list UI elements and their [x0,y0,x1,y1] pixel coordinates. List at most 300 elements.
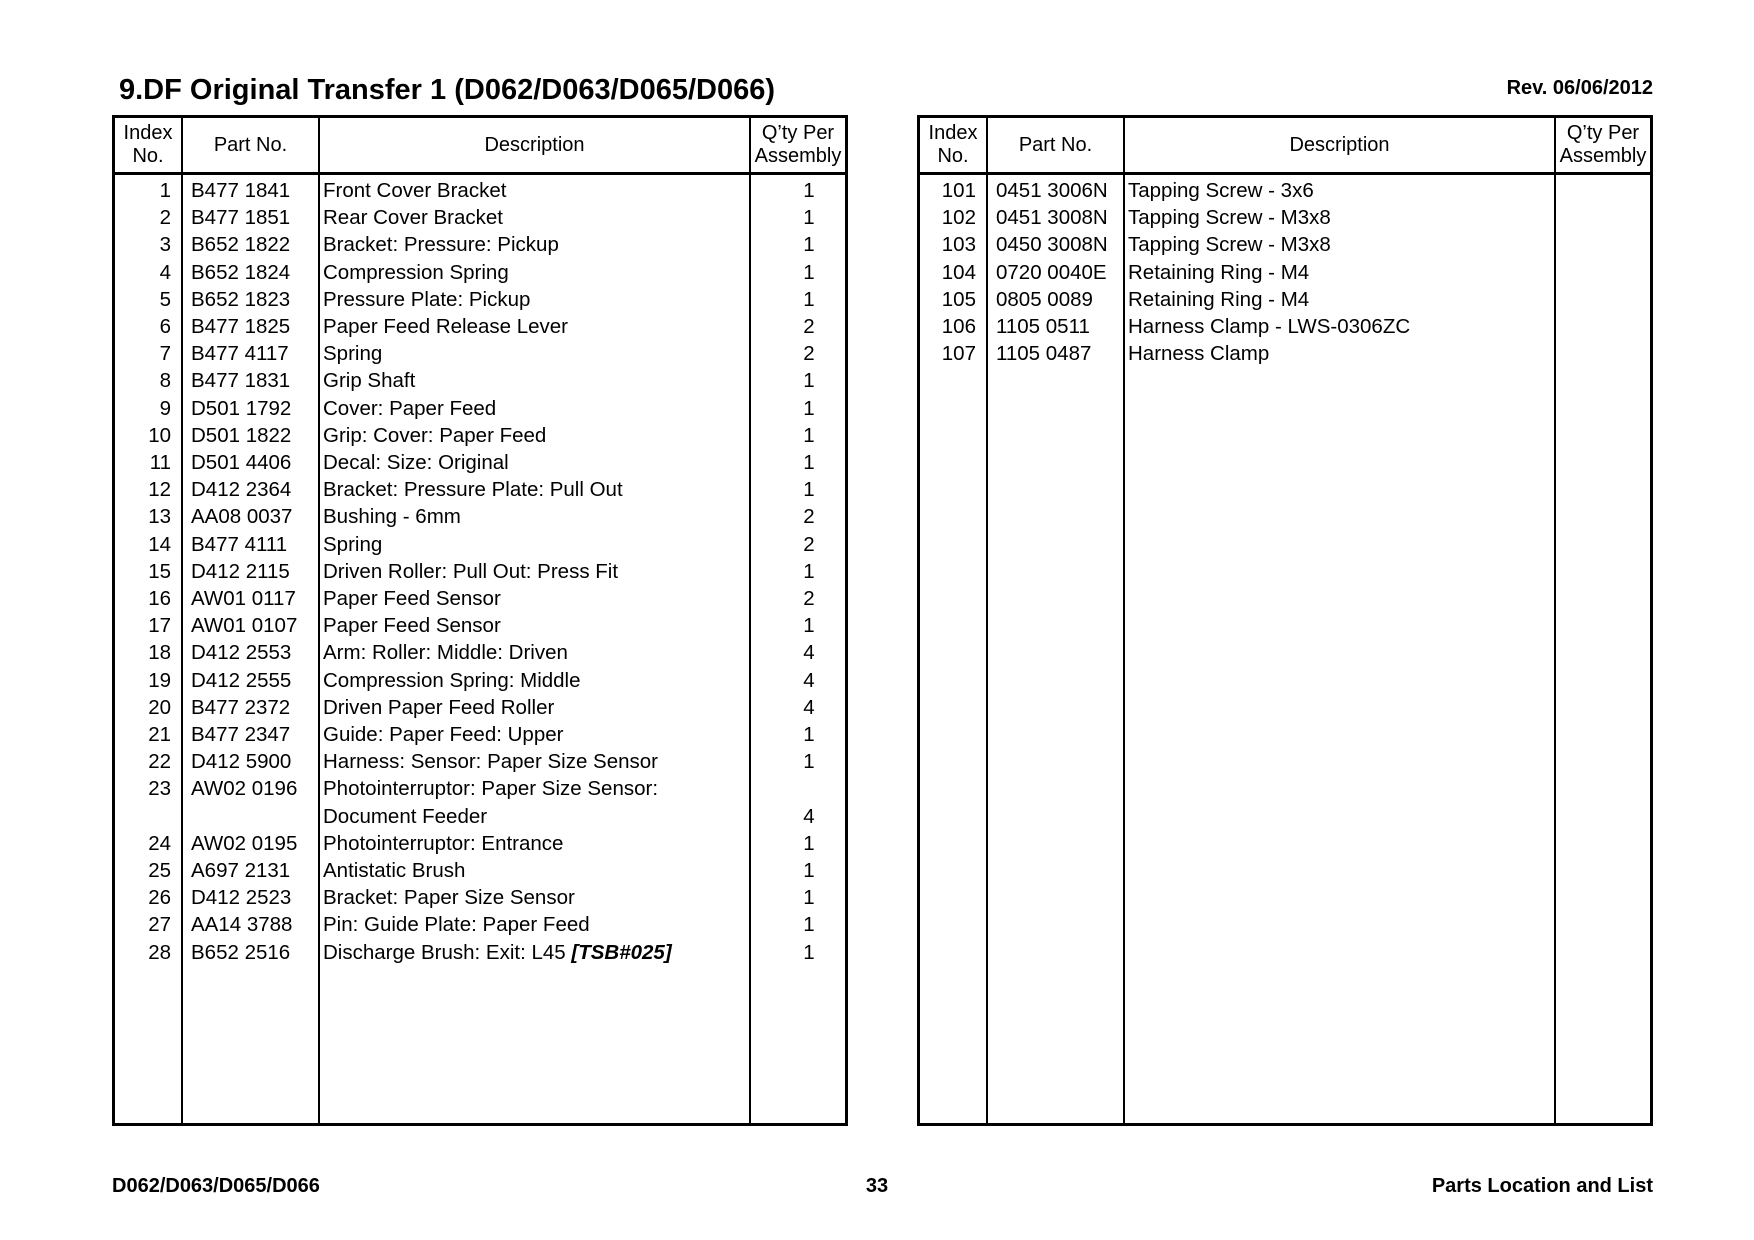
table-row [920,204,1650,231]
part-no-cell [191,177,321,204]
qty-cell-text: 2 [803,505,815,529]
index-cell [115,259,171,286]
description-cell [323,939,753,966]
table-row [115,558,845,585]
description-cell-text: Pressure Plate: Pickup [323,287,531,311]
part-no-cell [191,830,321,857]
qty-cell [755,177,863,204]
description-cell-text: Paper Feed Sensor [323,587,501,610]
description-cell [323,531,753,558]
qty-cell [755,204,863,231]
part-no-cell [191,775,321,802]
qty-cell-text: 1 [803,287,815,311]
index-cell-text: 102 [941,206,976,230]
description-cell [323,612,753,639]
description-cell [1128,259,1558,286]
part-no-cell [191,395,321,422]
index-cell-text: 9 [159,396,171,420]
qty-cell [755,721,863,748]
qty-cell-text: 2 [803,587,815,610]
index-cell-text: 17 [148,614,171,638]
index-cell [920,313,976,340]
table-row [115,612,845,639]
qty-cell [755,367,863,394]
part-no-cell-text: D501 1822 [191,423,292,447]
qty-cell-text: 1 [803,940,815,964]
part-no-cell-text: D412 2553 [191,641,292,665]
qty-cell-text: 2 [803,532,815,556]
index-cell-text: 23 [148,777,171,801]
qty-cell [755,531,863,558]
index-cell [115,286,171,313]
part-no-cell [191,585,321,612]
table-row [115,231,845,258]
qty-cell [755,476,863,503]
description-cell-text: Decal: Size: Original [323,451,509,474]
part-no-cell-text: AW02 0196 [191,777,298,801]
part-no-cell [191,884,321,911]
description-cell-text: Bracket: Paper Size Sensor [323,886,575,910]
description-cell-text: Pin: Guide Plate: Paper Feed [323,913,590,937]
table-row [920,286,1650,313]
index-cell [115,667,171,694]
part-no-cell [191,259,321,286]
index-cell-text: 12 [148,478,171,502]
part-no-cell-text: B652 1824 [191,260,291,284]
part-no-cell-text: 0450 3008N [996,233,1108,257]
index-cell-text: 13 [148,505,171,529]
qty-cell [755,558,863,585]
part-no-cell [191,748,321,775]
index-cell [115,367,171,394]
description-cell [1128,177,1558,204]
qty-cell-text: 1 [803,559,815,583]
header-part-no: Part No. [213,133,288,156]
footer-page-number: 33 [865,1175,889,1197]
qty-cell [755,313,863,340]
index-cell-text: 20 [148,695,171,719]
table-row [115,531,845,558]
table-row [920,313,1650,340]
index-cell-text: 11 [149,451,171,474]
index-cell [115,612,171,639]
qty-cell [755,939,863,966]
index-cell-text: 4 [159,260,171,284]
qty-cell [755,748,863,775]
index-cell-text: 101 [941,179,976,202]
table-header [920,118,1650,175]
description-cell-text: Antistatic Brush [323,859,466,882]
qty-cell-text: 2 [803,315,815,338]
part-no-cell [996,231,1126,258]
table-row [115,313,845,340]
index-cell [115,721,171,748]
qty-cell-text: 1 [803,723,815,746]
index-cell [115,939,171,966]
description-cell-text: Compression Spring: Middle [323,668,581,692]
index-cell-text: 104 [941,260,976,284]
header-description: Description [1289,133,1390,156]
header-index: Index No. [928,122,978,167]
index-cell [115,313,171,340]
index-cell-text: 103 [941,233,976,257]
part-no-cell [191,204,321,231]
index-cell [115,884,171,911]
description-cell-text: Retaining Ring - M4 [1128,287,1310,311]
description-cell-text: Cover: Paper Feed [323,396,497,420]
part-no-cell-text: AW01 0107 [191,614,298,638]
header-qty: Q’ty Per Assembly [754,122,842,167]
index-cell-text: 107 [941,342,976,366]
description-cell [323,558,753,585]
part-no-cell [191,286,321,313]
table-body [920,175,1650,1123]
index-cell-text: 24 [148,831,171,855]
description-cell [323,667,753,694]
description-cell-text: Driven Roller: Pull Out: Press Fit [323,559,619,583]
description-cell-text: Spring [323,342,383,366]
index-cell-text: 105 [941,287,976,311]
index-cell [920,286,976,313]
description-cell [323,231,753,258]
table-row [115,204,845,231]
part-no-cell [191,939,321,966]
qty-cell [755,667,863,694]
description-cell [323,422,753,449]
index-cell-text: 27 [148,913,171,937]
description-cell-text: Document Feeder [323,804,488,828]
description-cell [323,259,753,286]
index-cell-text: 10 [148,423,171,447]
qty-cell-text: 1 [803,886,815,910]
qty-cell [755,803,863,830]
part-no-cell [996,340,1126,367]
qty-cell-text: 1 [803,614,815,638]
qty-cell [755,612,863,639]
description-cell [323,340,753,367]
table-row [115,939,845,966]
qty-cell-text: 1 [803,233,815,257]
part-no-cell-text: B477 1831 [191,369,291,393]
description-cell [323,639,753,666]
qty-cell [755,395,863,422]
description-cell-text: Rear Cover Bracket [323,206,504,230]
index-cell-text: 18 [148,641,171,665]
index-cell-text: 7 [159,342,171,366]
index-cell [920,204,976,231]
part-no-cell-text: D412 2364 [191,478,292,502]
index-cell [115,585,171,612]
part-no-cell-text: B652 1823 [191,287,291,311]
part-no-cell-text: AA14 3788 [191,913,293,937]
description-cell-text: Tapping Screw - 3x6 [1128,179,1314,202]
part-no-cell [191,340,321,367]
header-part-no: Part No. [1018,133,1093,156]
index-cell [920,231,976,258]
description-cell [323,286,753,313]
description-cell-text: Photointerruptor: Paper Size Sensor: [323,777,659,801]
description-cell-text: Tapping Screw - M3x8 [1128,233,1331,257]
description-cell-text: Bracket: Pressure: Pickup [323,233,559,257]
index-cell-text: 15 [148,559,171,583]
part-no-cell-text: 0805 0089 [996,287,1093,311]
description-cell [323,830,753,857]
part-no-cell [191,639,321,666]
index-cell [920,259,976,286]
table-row [920,259,1650,286]
part-no-cell [996,259,1126,286]
part-no-cell-text: B477 4117 [191,342,289,366]
qty-cell-text: 2 [803,342,815,366]
qty-cell-text: 4 [803,668,815,692]
table-header [115,118,845,175]
part-no-cell-text: B477 2347 [191,723,291,746]
description-cell [1128,340,1558,367]
description-cell [1128,204,1558,231]
description-cell [323,857,753,884]
table-row [115,177,845,204]
part-no-cell-text: B652 2516 [191,940,291,964]
qty-cell-text: 1 [803,859,815,882]
table-row [115,476,845,503]
revision-date: Rev. 06/06/2012 [1506,77,1653,99]
part-no-cell-text: B477 4111 [191,532,288,556]
part-no-cell [191,721,321,748]
description-cell-text: Photointerruptor: Entrance [323,831,564,855]
qty-cell [755,503,863,530]
table-row [115,830,845,857]
table-row [115,639,845,666]
part-no-cell-text: D501 1792 [191,396,292,420]
table-row [115,775,845,802]
qty-cell [755,830,863,857]
index-cell [115,639,171,666]
qty-cell-text: 1 [803,913,815,937]
index-cell [115,694,171,721]
index-cell-text: 28 [148,940,171,964]
part-no-cell [191,476,321,503]
description-cell [323,721,753,748]
part-no-cell [996,177,1126,204]
qty-cell [755,694,863,721]
index-cell-text: 26 [148,886,171,910]
index-cell [115,775,171,802]
index-cell [115,558,171,585]
qty-cell [755,286,863,313]
description-cell [323,449,753,476]
description-cell-text: Harness Clamp [1128,342,1270,366]
qty-cell-text: 1 [803,423,815,447]
table-row [115,340,845,367]
index-cell [920,177,976,204]
description-cell [323,395,753,422]
part-no-cell-text: B477 1841 [191,179,291,202]
description-cell-text: Arm: Roller: Middle: Driven [323,641,568,665]
footer-model: D062/D063/D065/D066 [112,1175,320,1197]
tsb-reference: [TSB#025] [571,940,672,964]
table-row [115,422,845,449]
index-cell-text: 22 [148,750,171,774]
table-row [115,803,845,830]
part-no-cell-text: B652 1822 [191,233,291,257]
parts-table-right [917,115,1653,1126]
page-title: 9.DF Original Transfer 1 (D062/D063/D065/D066) [119,74,776,106]
index-cell-text: 8 [159,369,171,393]
table-row [115,503,845,530]
qty-cell-text: 1 [803,750,815,774]
description-cell [1128,231,1558,258]
index-cell [115,830,171,857]
part-no-cell-text: D412 2115 [191,559,290,583]
index-cell [115,177,171,204]
part-no-cell [191,503,321,530]
description-cell [323,884,753,911]
table-row [115,449,845,476]
part-no-cell-text: 0720 0040E [996,260,1107,284]
description-cell-text: Harness Clamp - LWS-0306ZC [1128,315,1411,338]
part-no-cell [191,612,321,639]
index-cell [115,395,171,422]
description-cell [323,775,753,802]
part-no-cell [191,231,321,258]
index-cell [115,476,171,503]
part-no-cell-text: B477 1851 [191,206,291,230]
header-description: Description [484,133,585,156]
index-cell-text: 19 [148,668,171,692]
index-cell [115,503,171,530]
qty-cell-text: 4 [803,641,815,665]
table-row [115,367,845,394]
header-index: Index No. [123,122,173,167]
qty-cell [755,585,863,612]
part-no-cell [191,422,321,449]
table-row [115,667,845,694]
description-cell-text: Bushing - 6mm [323,505,461,529]
part-no-cell [191,667,321,694]
table-row [115,259,845,286]
part-no-cell-text: B477 1825 [191,315,291,338]
part-no-cell-text: AW01 0117 [191,587,296,610]
index-cell-text: 21 [148,723,171,746]
index-cell-text: 106 [941,315,976,338]
part-no-cell [191,449,321,476]
table-row [115,286,845,313]
description-cell-text: Compression Spring [323,260,509,284]
part-no-cell-text: A697 2131 [191,859,291,882]
qty-cell-text: 1 [803,179,815,202]
part-no-cell-text: AA08 0037 [191,505,293,529]
description-cell [323,694,753,721]
table-row [115,884,845,911]
description-cell-text: Spring [323,532,383,556]
table-row [115,721,845,748]
part-no-cell-text: D412 2523 [191,886,292,910]
part-no-cell-text: AW02 0195 [191,831,298,855]
description-cell-text: Driven Paper Feed Roller [323,695,555,719]
part-no-cell [996,313,1126,340]
qty-cell [755,911,863,938]
description-cell [323,803,753,830]
qty-cell-text: 1 [803,369,815,393]
description-cell [323,313,753,340]
description-cell-text: Front Cover Bracket [323,179,507,202]
part-no-cell-text: D412 5900 [191,750,292,774]
table-row [115,395,845,422]
qty-cell [755,231,863,258]
part-no-cell [191,694,321,721]
qty-cell-text: 1 [803,831,815,855]
index-cell [115,911,171,938]
description-cell [1128,286,1558,313]
table-row [115,857,845,884]
table-row [115,911,845,938]
table-row [920,231,1650,258]
index-cell-text: 6 [159,315,171,338]
index-cell [115,422,171,449]
qty-cell [755,340,863,367]
description-cell-text: Tapping Screw - M3x8 [1128,206,1331,230]
part-no-cell [191,558,321,585]
part-no-cell-text: 0451 3006N [996,179,1108,202]
part-no-cell-text: D412 2555 [191,668,292,692]
part-no-cell [191,857,321,884]
table-row [920,340,1650,367]
qty-cell-text: 1 [803,206,815,230]
part-no-cell [996,286,1126,313]
part-no-cell-text: 1105 0487 [996,342,1092,366]
qty-cell [755,639,863,666]
index-cell [115,204,171,231]
part-no-cell [191,313,321,340]
index-cell [920,340,976,367]
description-cell-text: Guide: Paper Feed: Upper [323,723,564,746]
description-cell [323,503,753,530]
qty-cell-text: 4 [803,804,815,828]
footer-section: Parts Location and List [1431,1175,1653,1197]
index-cell-text: 2 [159,206,171,230]
index-cell-text: 3 [159,233,171,257]
table-row [115,748,845,775]
part-no-cell [996,204,1126,231]
index-cell [115,231,171,258]
table-row [115,585,845,612]
part-no-cell-text: B477 2372 [191,695,291,719]
part-no-cell-text: 1105 0511 [996,315,1090,338]
description-cell-text: Paper Feed Sensor [323,614,501,638]
description-cell [1128,313,1558,340]
part-no-cell-text: 0451 3008N [996,206,1108,230]
index-cell [115,857,171,884]
part-no-cell [191,911,321,938]
description-cell-text: Grip: Cover: Paper Feed [323,423,547,447]
part-no-cell [191,531,321,558]
part-no-cell [191,367,321,394]
index-cell [115,449,171,476]
description-cell-text: Paper Feed Release Lever [323,315,569,338]
description-cell-text: Retaining Ring - M4 [1128,260,1310,284]
description-cell [323,748,753,775]
index-cell-text: 1 [159,179,171,202]
index-cell [115,340,171,367]
qty-cell-text: 1 [803,396,815,420]
qty-cell [755,259,863,286]
qty-cell-text: 1 [803,260,815,284]
index-cell-text: 25 [148,859,171,882]
description-cell [323,177,753,204]
qty-cell [755,449,863,476]
table-row [920,177,1650,204]
table-body [115,175,845,1123]
